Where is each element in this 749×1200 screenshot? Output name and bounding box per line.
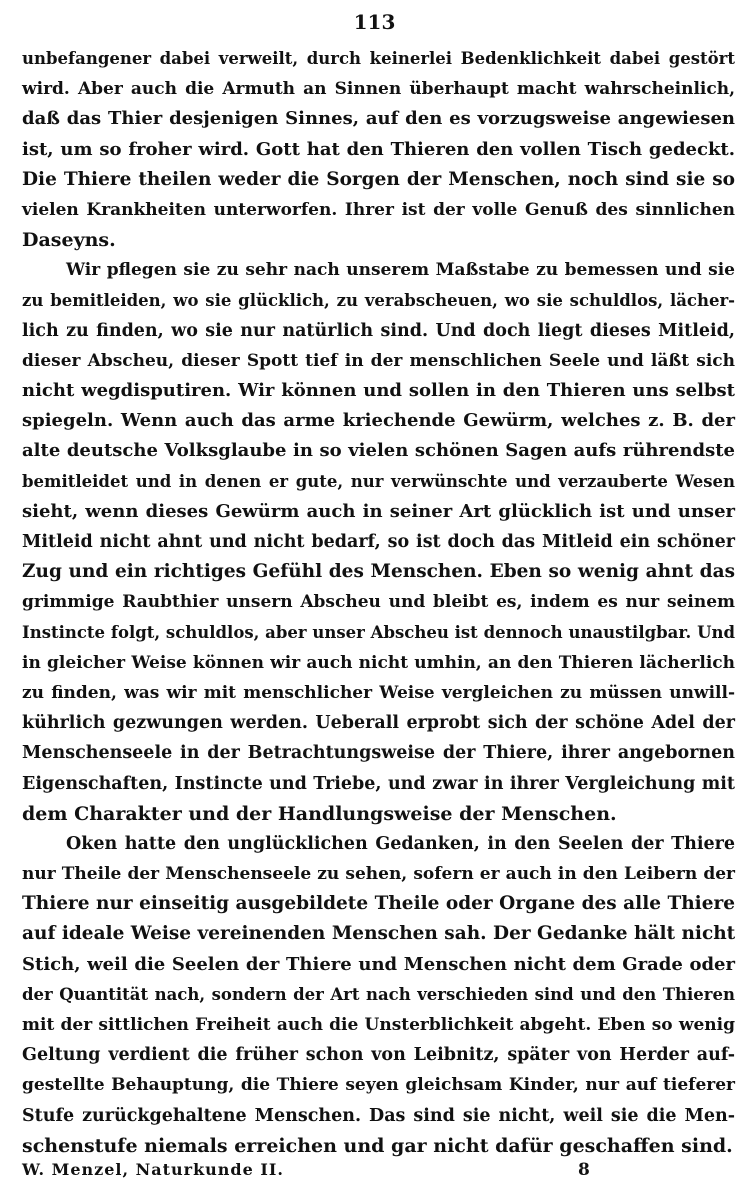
text-line: dem Charakter und der Handlungsweise der Menschen. xyxy=(22,802,617,825)
text-line: spiegeln. Wenn auch das arme kriechende Gewürm, welches z. B. der xyxy=(22,410,735,432)
page-number: 113 xyxy=(353,10,396,34)
text-line: Daseyns. xyxy=(22,229,116,252)
text-line: zu finden, was wir mit menschlicher Weise vergleichen zu müssen unwill- xyxy=(22,682,735,703)
text-line: der Quantität nach, sondern der Art nach verschieden sind und den Thieren xyxy=(22,984,735,1004)
text-line: mit der sittlichen Freiheit auch die Unsterblichkeit abgeht. Eben so wenig xyxy=(22,1015,735,1035)
text-line: nur Theile der Menschenseele zu sehen, sofern er auch in den Leibern der xyxy=(22,864,735,885)
text-line: in gleicher Weise können wir auch nicht umhin, an den Thieren lächerlich xyxy=(22,652,735,673)
text-line: nicht wegdisputiren. Wir können und sollen in den Thieren uns selbst xyxy=(22,380,735,402)
sheet-number: 8 xyxy=(578,1160,590,1180)
text-line: daß das Thier desjenigen Sinnes, auf den es vorzugsweise angewiesen xyxy=(22,108,735,130)
text-line: Instincte folgt, schuldlos, aber unser Abscheu ist dennoch unaustilgbar. Und xyxy=(22,622,735,642)
text-line: Menschenseele in der Betrachtungsweise der Thiere, ihrer angebornen xyxy=(22,743,735,764)
text-line: lich zu finden, wo sie nur natürlich sind. Und doch liegt dieses Mitleid, xyxy=(22,320,735,341)
text-line: Stich, weil die Seelen der Thiere und Menschen nicht dem Grade oder xyxy=(22,953,735,975)
text-line: sieht, wenn dieses Gewürm auch in seiner Art glücklich ist und unser xyxy=(22,500,735,522)
text-line: schenstufe niemals erreichen und gar nicht dafür geschaffen sind. xyxy=(22,1134,733,1157)
text-line: ist, um so froher wird. Gott hat den Thieren den vollen Tisch gedeckt. xyxy=(22,138,735,160)
text-line: dieser Abscheu, dieser Spott tief in der menschlichen Seele und läßt sich xyxy=(22,350,735,371)
body-text xyxy=(22,44,735,1161)
text-line: Zug und ein richtiges Gefühl des Menschen. Eben so wenig ahnt das xyxy=(22,561,735,583)
text-line: Mitleid nicht ahnt und nicht bedarf, so ist doch das Mitleid ein schöner xyxy=(22,532,735,552)
text-line: gestellte Behauptung, die Thiere seyen gleichsam Kinder, nur auf tieferer xyxy=(22,1075,735,1096)
text-line: alte deutsche Volksglaube in so vielen schönen Sagen aufs rührendste xyxy=(22,440,735,462)
text-line: Wir pflegen sie zu sehr nach unserem Maßstabe zu bemessen und sie xyxy=(66,260,735,281)
text-line: unbefangener dabei verweilt, durch keinerlei Bedenklichkeit dabei gestört xyxy=(22,49,735,68)
text-line: zu bemitleiden, wo sie glücklich, zu verabscheuen, wo sie schuldlos, lächer- xyxy=(22,290,735,310)
text-line: Oken hatte den unglücklichen Gedanken, in den Seelen der Thiere xyxy=(66,833,735,854)
text-line: Die Thiere theilen weder die Sorgen der Menschen, noch sind sie so xyxy=(22,168,735,190)
page-footer xyxy=(22,1160,735,1190)
text-line: vielen Krankheiten unterworfen. Ihrer ist der volle Genuß des sinnlichen xyxy=(22,199,735,220)
text-line: bemitleidet und in denen er gute, nur verwünschte und verzauberte Wesen xyxy=(22,471,735,491)
text-line: wird. Aber auch die Armuth an Sinnen überhaupt macht wahrscheinlich, xyxy=(22,79,735,100)
text-line: Thiere nur einseitig ausgebildete Theile oder Organe des alle Thiere xyxy=(22,893,735,915)
text-line: auf ideale Weise vereinenden Menschen sah. Der Gedanke hält nicht xyxy=(22,923,736,945)
text-line: kührlich gezwungen werden. Ueberall erprobt sich der schöne Adel der xyxy=(22,713,735,734)
text-line: Stufe zurückgehaltene Menschen. Das sind sie nicht, weil sie die Men- xyxy=(22,1105,735,1126)
text-line: grimmige Raubthier unsern Abscheu und bleibt es, indem es nur seinem xyxy=(22,592,735,613)
printer-signature: W. Menzel, Naturkunde II. xyxy=(22,1160,284,1179)
text-line: Eigenschaften, Instincte und Triebe, und zwar in ihrer Vergleichung mit xyxy=(22,773,735,794)
text-line: Geltung verdient die früher schon von Leibnitz, später von Herder auf- xyxy=(22,1045,735,1066)
